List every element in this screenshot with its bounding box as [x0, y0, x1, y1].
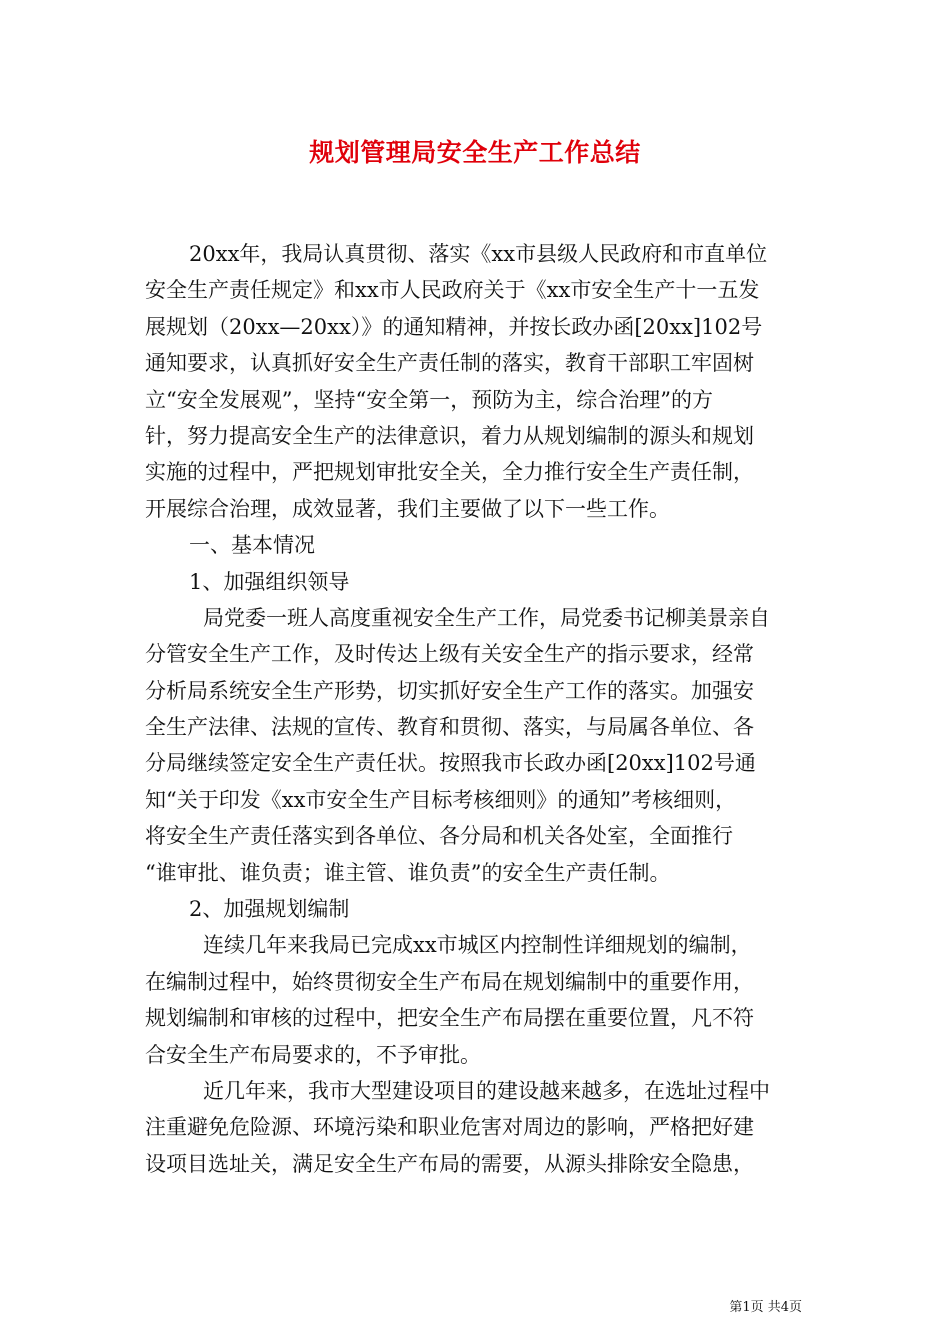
text-line: 展规划（20xx—20xx）》的通知精神，并按长政办函[20xx]102号: [145, 314, 763, 339]
text-line: 立“安全发展观”，坚持“安全第一，预防为主，综合治理”的方: [145, 387, 713, 412]
page-number: 第1页 共4页: [729, 1300, 802, 1315]
text-line: 分析局系统安全生产形势，切实抓好安全生产工作的落实。加强安: [145, 678, 754, 703]
text-line: 分局继续签定安全生产责任状。按照我市长政办函[20xx]102号通: [145, 751, 756, 776]
text-line: 将安全生产责任落实到各单位、各分局和机关各处室，全面推行: [145, 824, 733, 849]
text-line: 通知要求，认真抓好安全生产责任制的落实，教育干部职工牢固树: [145, 351, 754, 376]
text-line: 开展综合治理，成效显著，我们主要做了以下一些工作。: [145, 496, 670, 521]
text-line: “谁审批、谁负责；谁主管、谁负责”的安全生产责任制。: [145, 860, 671, 885]
text-line: 安全生产责任规定》和xx市人民政府关于《xx市安全生产十一五发: [145, 278, 760, 303]
text-line: 分管安全生产工作，及时传达上级有关安全生产的指示要求，经常: [145, 642, 754, 667]
subsection-heading: 1、加强组织领导: [189, 569, 350, 594]
text-line: 设项目选址关，满足安全生产布局的需要，从源头排除安全隐患，: [145, 1151, 754, 1176]
text-line: 在编制过程中，始终贯彻安全生产布局在规划编制中的重要作用，: [145, 969, 754, 994]
text-line: 针，努力提高安全生产的法律意识，着力从规划编制的源头和规划: [145, 423, 754, 448]
text-line: 合安全生产布局要求的，不予审批。: [145, 1042, 481, 1067]
document-body: [145, 236, 805, 1182]
text-line: 实施的过程中，严把规划审批安全关，全力推行安全生产责任制，: [145, 460, 754, 485]
text-line: 知“关于印发《xx市安全生产目标考核细则》的通知”考核细则，: [145, 787, 737, 812]
text-line: 局党委一班人高度重视安全生产工作，局党委书记柳美景亲自: [203, 605, 770, 630]
section-heading: 一、基本情况: [189, 533, 315, 558]
text-line: 20xx年，我局认真贯彻、落实《xx市县级人民政府和市直单位: [189, 242, 768, 266]
subsection-heading: 2、加强规划编制: [189, 897, 350, 922]
text-line: 连续几年来我局已完成xx市城区内控制性详细规划的编制，: [203, 933, 752, 958]
text-line: 近几年来，我市大型建设项目的建设越来越多，在选址过程中: [203, 1078, 770, 1103]
document-title: 规划管理局安全生产工作总结: [309, 138, 641, 167]
text-line: 全生产法律、法规的宣传、教育和贯彻、落实，与局属各单位、各: [145, 715, 754, 740]
text-line: 注重避免危险源、环境污染和职业危害对周边的影响，严格把好建: [145, 1115, 754, 1140]
text-line: 规划编制和审核的过程中，把安全生产布局摆在重要位置，凡不符: [145, 1006, 754, 1031]
